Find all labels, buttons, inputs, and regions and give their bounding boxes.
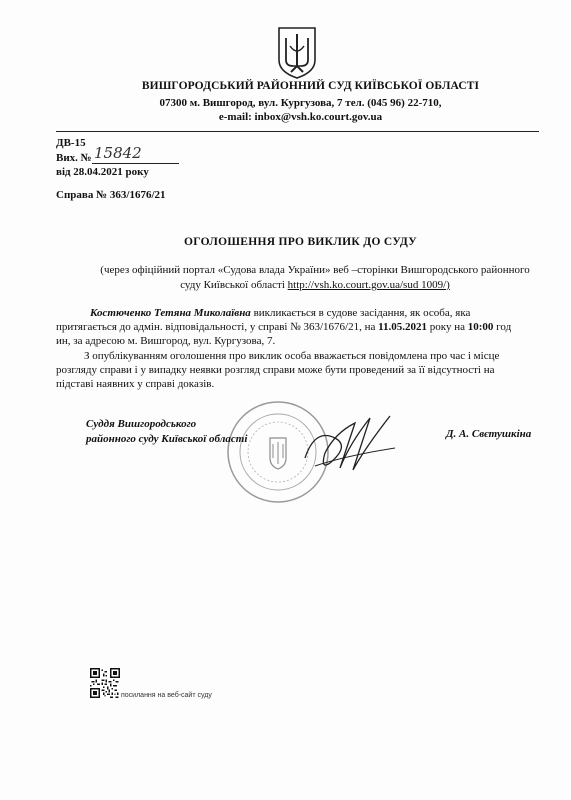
form-code: ДВ-15 (56, 137, 86, 149)
case-number: Справа № 363/1676/21 (56, 189, 166, 201)
paragraph-2-line-3: підставі наявних у справі доказів. (56, 378, 215, 390)
judge-name: Д. А. Свєтушкіна (446, 428, 532, 440)
handwritten-outgoing-number: 15842 (94, 144, 142, 162)
court-name: ВИШГОРОДСЬКИЙ РАЙОННИЙ СУД КИЇВСЬКОЇ ОБЛАСТІ (141, 80, 480, 92)
outgoing-number-underline (92, 163, 179, 164)
court-email: e-mail: inbox@vsh.ko.court.gov.ua (218, 111, 383, 123)
hearing-date: 11.05.2021 (378, 321, 428, 333)
intro-line-2 (70, 278, 560, 293)
qr-code-icon[interactable] (90, 668, 120, 698)
paragraph-2-line-2: розгляду справи і у випадку неявки розгляд справи може бути проведений за її відсутності на (56, 364, 495, 376)
header-divider (56, 131, 539, 132)
paragraph-1-text-end: год (493, 321, 512, 333)
signature-position (86, 417, 247, 447)
handwritten-signature (295, 408, 405, 478)
paragraph-1-text-mid: року на (427, 321, 468, 333)
document-date: від 28.04.2021 року (56, 166, 149, 178)
position-line-2: районного суду Київської області (86, 433, 248, 445)
outgoing-number-line (56, 152, 92, 164)
paragraph-1-text-b: притягається до адмін. відповідальності, у справі № 363/1676/21, на (56, 321, 379, 333)
paragraph-1-text-a: викликається в судове засідання, як особа, яка (250, 307, 471, 319)
paragraph-1-line-1 (90, 306, 470, 321)
paragraph-1-line-2 (56, 320, 511, 335)
outgoing-label: Вих. № (56, 152, 92, 164)
intro-line-1: (через офіційний портал «Судова влада України» веб –сторінки Вишгородського районного (100, 264, 530, 276)
court-portal-link[interactable]: http://vsh.ko.court.gov.ua/sud 1009/) (287, 279, 450, 291)
qr-caption: посилання на веб-сайт суду (121, 692, 212, 699)
intro-text: суду Київської області (180, 279, 288, 291)
hearing-time: 10:00 (467, 321, 494, 333)
court-address: 07300 м. Вишгород, вул. Кургузова, 7 тел. (045 96) 22-710, (159, 97, 442, 109)
document-title: ОГОЛОШЕННЯ ПРО ВИКЛИК ДО СУДУ (184, 236, 417, 248)
person-name: Костюченко Тетяна Миколаївна (90, 307, 251, 319)
position-line-1: Суддя Вишгородського (86, 418, 197, 430)
coat-of-arms-icon (277, 26, 317, 80)
paragraph-2-line-1: З опублікуванням оголошення про виклик особа вважається повідомлена про час і місце (84, 350, 500, 362)
paragraph-1-line-3: ин, за адресою м. Вишгород, вул. Кургузова, 7. (56, 335, 276, 347)
